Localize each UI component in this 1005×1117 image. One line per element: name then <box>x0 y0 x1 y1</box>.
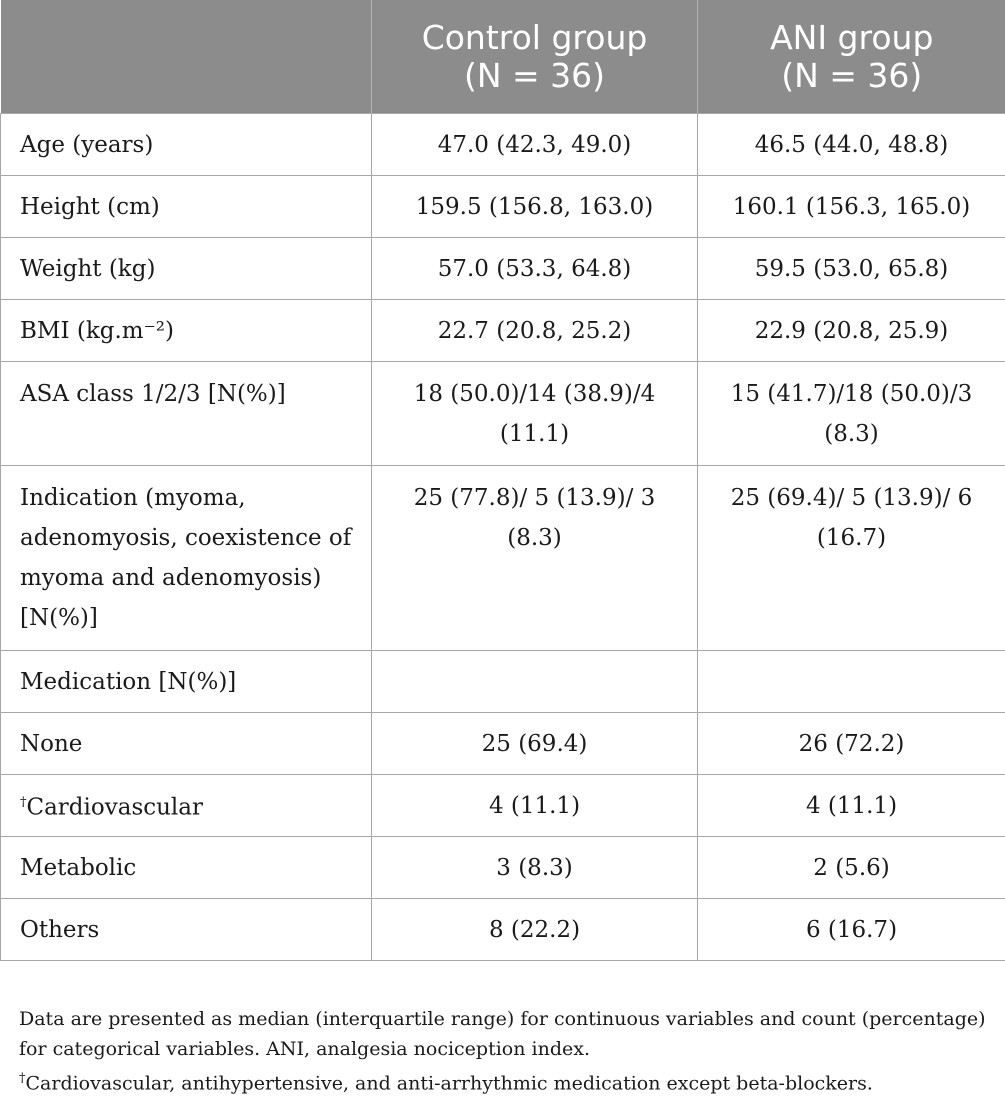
table-row <box>1 713 1005 775</box>
control-value: 18 (50.0)/14 (38.9)/4 (11.1) <box>372 362 698 466</box>
row-label: Medication [N(%)] <box>1 651 372 713</box>
control-value: 8 (22.2) <box>372 899 698 961</box>
control-value: 3 (8.3) <box>372 837 698 899</box>
table-footnotes <box>19 1004 999 1098</box>
table-row <box>1 466 1005 651</box>
ani-value: 4 (11.1) <box>698 775 1005 837</box>
header-control-group <box>372 0 698 114</box>
header-control-title: Control group <box>421 17 648 57</box>
table-row <box>1 775 1005 837</box>
row-label-cell <box>1 775 372 837</box>
control-value: 159.5 (156.8, 163.0) <box>372 176 698 238</box>
header-ani-title: ANI group <box>770 17 934 57</box>
table-row <box>1 300 1005 362</box>
control-value: 4 (11.1) <box>372 775 698 837</box>
control-value: 47.0 (42.3, 49.0) <box>372 114 698 176</box>
header-ani-n: (N = 36) <box>781 55 923 95</box>
table-row <box>1 176 1005 238</box>
table-row <box>1 238 1005 300</box>
row-label: Height (cm) <box>1 176 372 238</box>
row-label: Indication (myoma, adenomyosis, coexistence of myoma and adenomyosis) [N(%)] <box>1 466 372 651</box>
ani-value: 59.5 (53.0, 65.8) <box>698 238 1005 300</box>
table-row <box>1 651 1005 713</box>
footnote-abbreviations: Data are presented as median (interquartile range) for continuous variables and count (percentage) for categorical variables. ANI, analgesia nociception index. <box>19 1008 986 1060</box>
header-control-n: (N = 36) <box>463 55 606 95</box>
header-empty-cell <box>1 0 372 114</box>
header-row <box>1 0 1005 114</box>
row-label: Others <box>1 899 372 961</box>
table-row <box>1 899 1005 961</box>
control-value: 25 (77.8)/ 5 (13.9)/ 3 (8.3) <box>372 466 698 651</box>
row-label: Weight (kg) <box>1 238 372 300</box>
row-label: Age (years) <box>1 114 372 176</box>
table-row <box>1 362 1005 466</box>
control-value <box>372 651 698 713</box>
control-value: 22.7 (20.8, 25.2) <box>372 300 698 362</box>
dagger-mark: † <box>20 795 27 811</box>
table-row <box>1 114 1005 176</box>
ani-value: 15 (41.7)/18 (50.0)/3 (8.3) <box>698 362 1005 466</box>
table-row <box>1 837 1005 899</box>
footnote-cardiovascular-text: Cardiovascular, antihypertensive, and anti-arrhythmic medication except beta-blockers. <box>25 1072 873 1095</box>
ani-value: 22.9 (20.8, 25.9) <box>698 300 1005 362</box>
header-ani-group <box>698 0 1005 114</box>
ani-value: 160.1 (156.3, 165.0) <box>698 176 1005 238</box>
row-label: ASA class 1/2/3 [N(%)] <box>1 362 372 466</box>
ani-value: 6 (16.7) <box>698 899 1005 961</box>
ani-value: 46.5 (44.0, 48.8) <box>698 114 1005 176</box>
row-label: Metabolic <box>1 837 372 899</box>
ani-value <box>698 651 1005 713</box>
ani-value: 25 (69.4)/ 5 (13.9)/ 6 (16.7) <box>698 466 1005 651</box>
row-label: BMI (kg.m⁻²) <box>1 300 372 362</box>
control-value: 57.0 (53.3, 64.8) <box>372 238 698 300</box>
ani-value: 2 (5.6) <box>698 837 1005 899</box>
footnote-cardiovascular <box>19 1064 999 1098</box>
row-label: Cardiovascular <box>26 794 203 821</box>
control-value: 25 (69.4) <box>372 713 698 775</box>
ani-value: 26 (72.2) <box>698 713 1005 775</box>
row-label: None <box>1 713 372 775</box>
dagger-mark: † <box>19 1071 26 1086</box>
